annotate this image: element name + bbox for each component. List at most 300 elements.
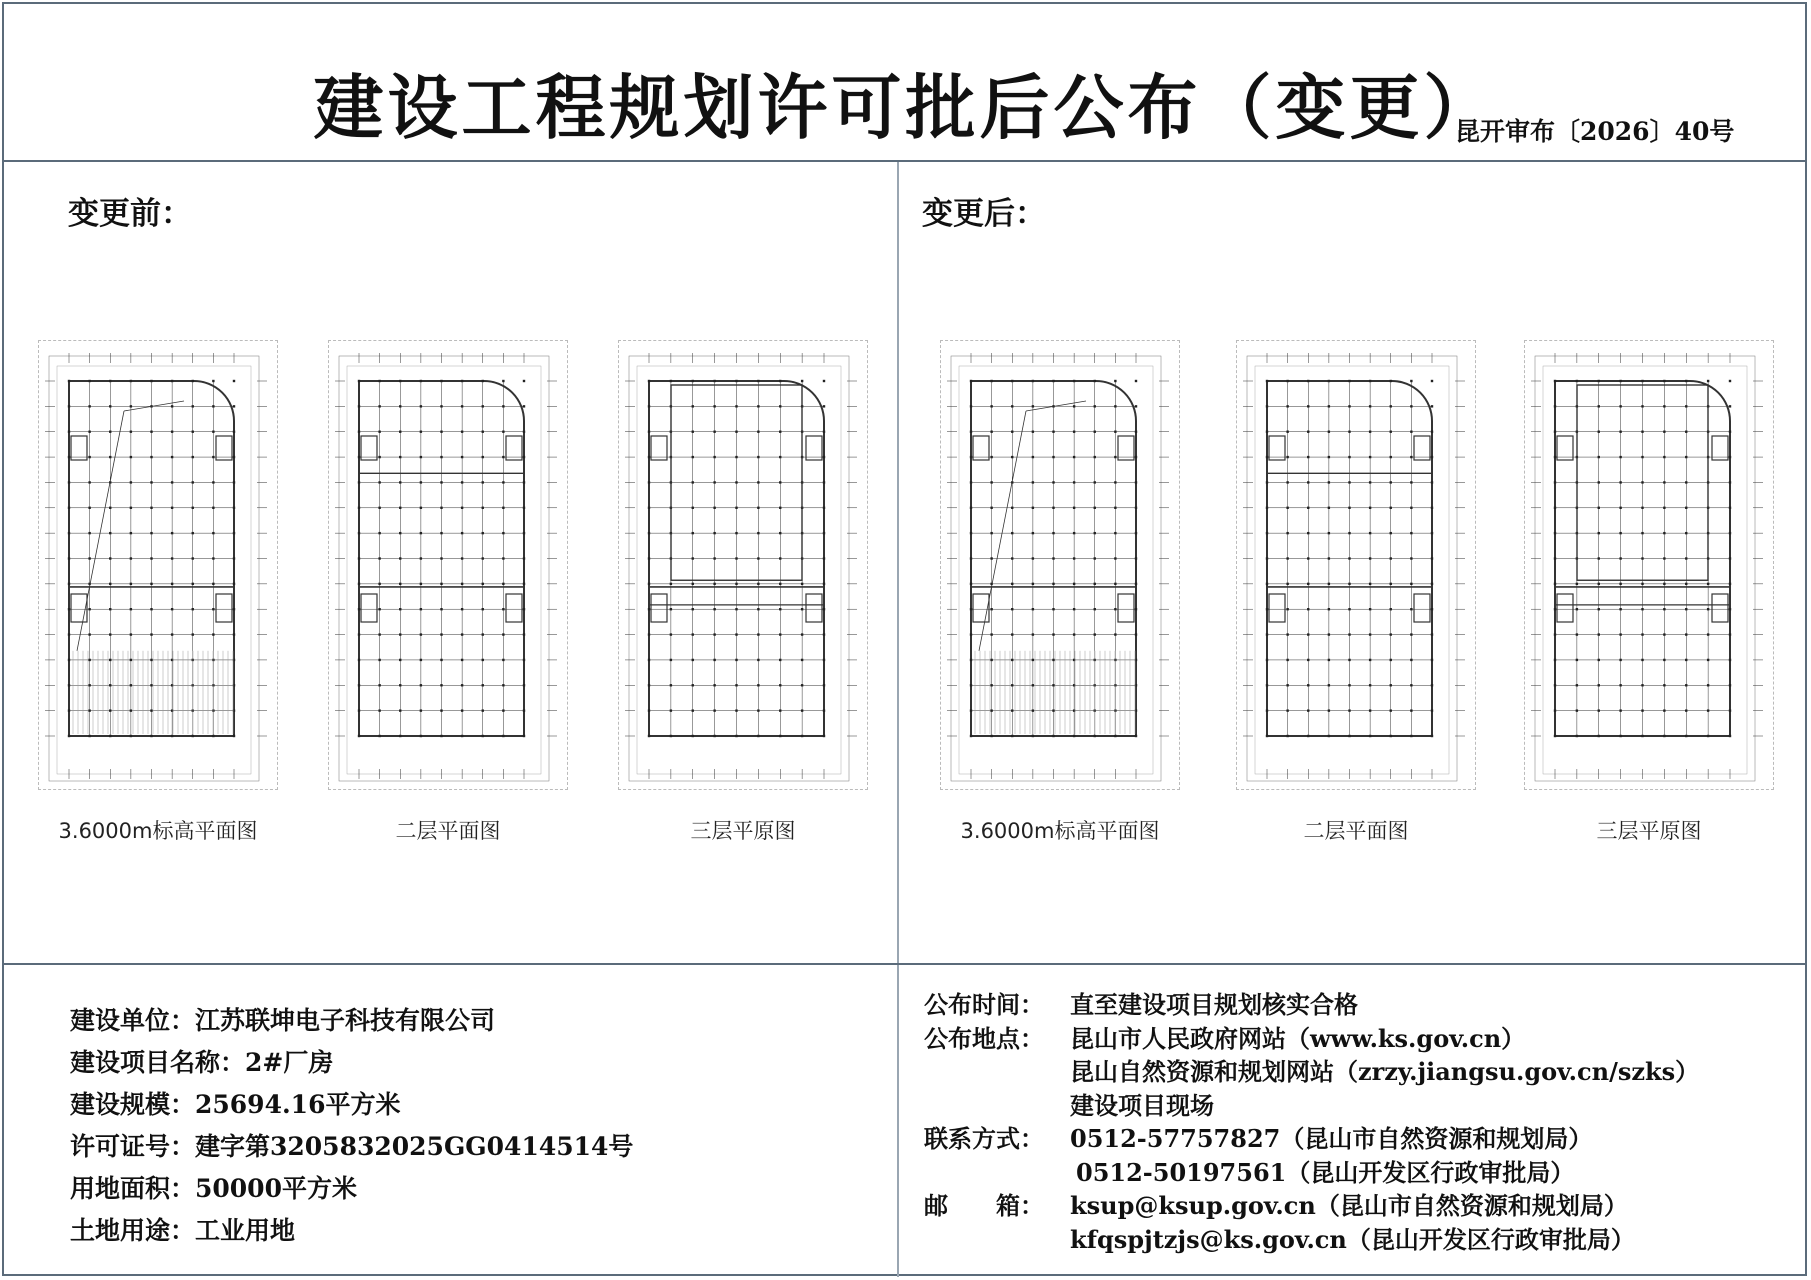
column [757,532,759,534]
column [779,659,781,661]
column [150,684,152,686]
column [1554,481,1556,483]
column [1598,507,1600,509]
column [212,557,214,559]
column [150,659,152,661]
column [1094,481,1096,483]
column [1663,735,1665,737]
column [192,431,194,433]
column [1729,709,1731,711]
column [420,735,422,737]
column [482,659,484,661]
column [1011,583,1013,585]
column [68,380,70,382]
column [1431,633,1433,635]
column [88,456,90,458]
column [1114,684,1116,686]
column [1369,633,1371,635]
column [1369,684,1371,686]
column [502,735,504,737]
column [1266,380,1268,382]
stair-core [1118,436,1134,460]
column [1328,659,1330,661]
column [109,583,111,585]
column [1641,608,1643,610]
column [1011,709,1013,711]
column [779,608,781,610]
column [1073,557,1075,559]
column [109,608,111,610]
column [233,633,235,635]
column [109,431,111,433]
column [1685,633,1687,635]
column [358,633,360,635]
column [171,507,173,509]
column [1094,380,1096,382]
column [713,405,715,407]
column [130,431,132,433]
column [1328,405,1330,407]
column [1369,608,1371,610]
column [990,684,992,686]
column [1410,532,1412,534]
column [1663,405,1665,407]
column [399,507,401,509]
column [502,709,504,711]
column [1135,583,1137,585]
column [1032,507,1034,509]
column [757,659,759,661]
dimension-frame-inner [637,366,841,774]
column [502,659,504,661]
column [1094,431,1096,433]
center-divider-bottom [897,965,899,1277]
after-plan-floor-3 [1524,340,1774,790]
column [735,659,737,661]
column [823,608,825,610]
column [1073,735,1075,737]
column [713,583,715,585]
stair-core [651,436,667,460]
column [1369,557,1371,559]
after-caption-floor-3: 三层平原图 [1596,819,1702,843]
column [1266,532,1268,534]
column [1073,532,1075,534]
column [1286,608,1288,610]
column [1619,659,1621,661]
column [68,405,70,407]
column [150,507,152,509]
column [88,532,90,534]
column [1598,583,1600,585]
column [970,456,972,458]
column [990,735,992,737]
column [1554,557,1556,559]
column [1307,557,1309,559]
column [1328,532,1330,534]
column [648,431,650,433]
column [1554,633,1556,635]
column [1390,557,1392,559]
column [1641,735,1643,737]
column [1286,405,1288,407]
column [233,557,235,559]
column [461,659,463,661]
after-label: 变更后： [922,196,1046,232]
column [1032,532,1034,534]
column [1729,380,1731,382]
column [523,659,525,661]
column [757,583,759,585]
column [1011,633,1013,635]
column [1619,481,1621,483]
column [1073,405,1075,407]
column [823,405,825,407]
column [1328,431,1330,433]
column [358,532,360,534]
column [970,583,972,585]
column [1369,380,1371,382]
column [109,456,111,458]
column [779,481,781,483]
column [1554,532,1556,534]
column [670,659,672,661]
column [1729,583,1731,585]
column [1114,532,1116,534]
column [233,507,235,509]
column [1663,557,1665,559]
column [130,380,132,382]
column [1431,659,1433,661]
column [1707,659,1709,661]
column [1707,709,1709,711]
column [1576,583,1578,585]
column [692,532,694,534]
permit-number: 许可证号：建字第3205832025GG0414514号 [70,1132,634,1161]
column [440,709,442,711]
column [1369,431,1371,433]
column [801,633,803,635]
column [1073,431,1075,433]
column [502,608,504,610]
column [1052,583,1054,585]
column [523,405,525,407]
column [1307,608,1309,610]
column [1114,633,1116,635]
column [233,608,235,610]
stair-core [1414,436,1430,460]
column [440,557,442,559]
column [1410,380,1412,382]
column [1554,405,1556,407]
column [399,405,401,407]
column [713,633,715,635]
column [1598,431,1600,433]
column [358,405,360,407]
column [1011,684,1013,686]
floorplan-drawing [625,353,857,781]
column [1685,380,1687,382]
column [420,481,422,483]
column [378,557,380,559]
column [1598,456,1600,458]
dimension-frame [339,356,549,781]
column [692,608,694,610]
column [990,405,992,407]
column [1369,481,1371,483]
before-caption-floor-2: 二层平面图 [395,819,501,843]
column [171,431,173,433]
column [482,507,484,509]
column [192,557,194,559]
column [713,456,715,458]
column [1729,431,1731,433]
publish-place-1: 昆山市人民政府网站（www.ks.gov.cn） [1070,1023,1526,1053]
column [1032,557,1034,559]
before-label: 变更前： [68,196,192,232]
column [192,633,194,635]
center-divider-top [897,162,899,963]
column [1032,684,1034,686]
column [440,380,442,382]
column [1135,456,1137,458]
column [713,735,715,737]
column [399,608,401,610]
column [1641,684,1643,686]
column [1641,405,1643,407]
column [1410,709,1412,711]
column [1011,380,1013,382]
column [420,684,422,686]
column [670,633,672,635]
column [1073,507,1075,509]
column [1663,659,1665,661]
column [1554,507,1556,509]
column [757,456,759,458]
column [757,481,759,483]
column [1729,532,1731,534]
column [1598,709,1600,711]
column [212,735,214,737]
column [88,557,90,559]
column [171,633,173,635]
publication-info [924,988,1794,1256]
construction-unit: 建设单位：江苏联坤电子科技有限公司 [70,1006,496,1035]
column [1135,481,1137,483]
column [1307,380,1309,382]
ramp-line [979,411,1026,651]
column [713,532,715,534]
column [130,481,132,483]
column [1641,557,1643,559]
column [358,709,360,711]
after-caption-floor-2: 二层平面图 [1303,819,1409,843]
column [1052,608,1054,610]
column [192,583,194,585]
column [1032,659,1034,661]
column [1369,456,1371,458]
column [378,532,380,534]
column [482,456,484,458]
column [482,608,484,610]
column [482,684,484,686]
column [461,684,463,686]
column [823,684,825,686]
column [801,684,803,686]
column [1663,481,1665,483]
column [1307,659,1309,661]
column [735,557,737,559]
column [1348,659,1350,661]
stair-core [216,594,232,622]
column [171,557,173,559]
column [440,659,442,661]
column [1328,735,1330,737]
column [358,608,360,610]
column [482,557,484,559]
column [648,532,650,534]
column [399,659,401,661]
column [1729,684,1731,686]
column [1576,684,1578,686]
column [1554,431,1556,433]
column [1286,456,1288,458]
column [1094,456,1096,458]
stair-core [71,436,87,460]
column [1576,709,1578,711]
column [68,633,70,635]
column [461,405,463,407]
column [1135,431,1137,433]
column [358,507,360,509]
column [1266,684,1268,686]
column [461,583,463,585]
column [692,583,694,585]
column [1390,431,1392,433]
column [461,608,463,610]
column [150,380,152,382]
column [1619,456,1621,458]
column [420,583,422,585]
column [713,481,715,483]
column [399,532,401,534]
column [212,709,214,711]
contact [924,1122,1794,1156]
column [713,684,715,686]
column [1328,507,1330,509]
column [1266,456,1268,458]
column [440,481,442,483]
column [1619,583,1621,585]
column [1307,456,1309,458]
column [358,684,360,686]
column [1114,456,1116,458]
column [378,456,380,458]
land-use: 土地用途：工业用地 [70,1216,296,1245]
column [970,380,972,382]
column [1619,532,1621,534]
column [990,380,992,382]
column [88,431,90,433]
stair-core [973,436,989,460]
column [192,608,194,610]
column [990,557,992,559]
stair-core [216,436,232,460]
column [1431,431,1433,433]
column [1598,659,1600,661]
column [461,532,463,534]
column [212,405,214,407]
stair-core [1414,594,1430,622]
column [502,532,504,534]
column [399,583,401,585]
column [378,659,380,661]
stair-core [973,594,989,622]
column [1348,709,1350,711]
column [735,684,737,686]
column [735,709,737,711]
dimension-frame [951,356,1161,781]
project-name: 建设项目名称：2#厂房 [70,1048,334,1077]
footer-divider [2,963,1807,965]
email-2: kfqspjtzjs@ks.gov.cn（昆山开发区行政审批局） [1070,1224,1635,1254]
column [130,659,132,661]
column [1307,405,1309,407]
column [233,532,235,534]
column [523,583,525,585]
column [130,405,132,407]
column [1032,709,1034,711]
column [1641,633,1643,635]
column [68,532,70,534]
column [1410,557,1412,559]
column [1011,557,1013,559]
stair-core [651,594,667,622]
column [970,684,972,686]
floorplan-drawing [1243,353,1465,781]
column [1286,481,1288,483]
column [1663,431,1665,433]
dimension-frame-inner [57,366,251,774]
column [823,380,825,382]
column [68,608,70,610]
column [523,735,525,737]
column [440,456,442,458]
column [1729,405,1731,407]
column [757,735,759,737]
column [130,583,132,585]
column [990,532,992,534]
column [1286,735,1288,737]
column [970,709,972,711]
column [670,608,672,610]
stair-core [361,436,377,460]
column [1328,608,1330,610]
column [1052,431,1054,433]
column [1052,709,1054,711]
column [523,456,525,458]
contact-2: 0512-50197561（昆山开发区行政审批局） [1076,1157,1575,1187]
column [1052,456,1054,458]
column [823,583,825,585]
column [1348,456,1350,458]
column [1431,583,1433,585]
column [801,608,803,610]
column [823,456,825,458]
column [1685,405,1687,407]
column [399,709,401,711]
column [1641,659,1643,661]
